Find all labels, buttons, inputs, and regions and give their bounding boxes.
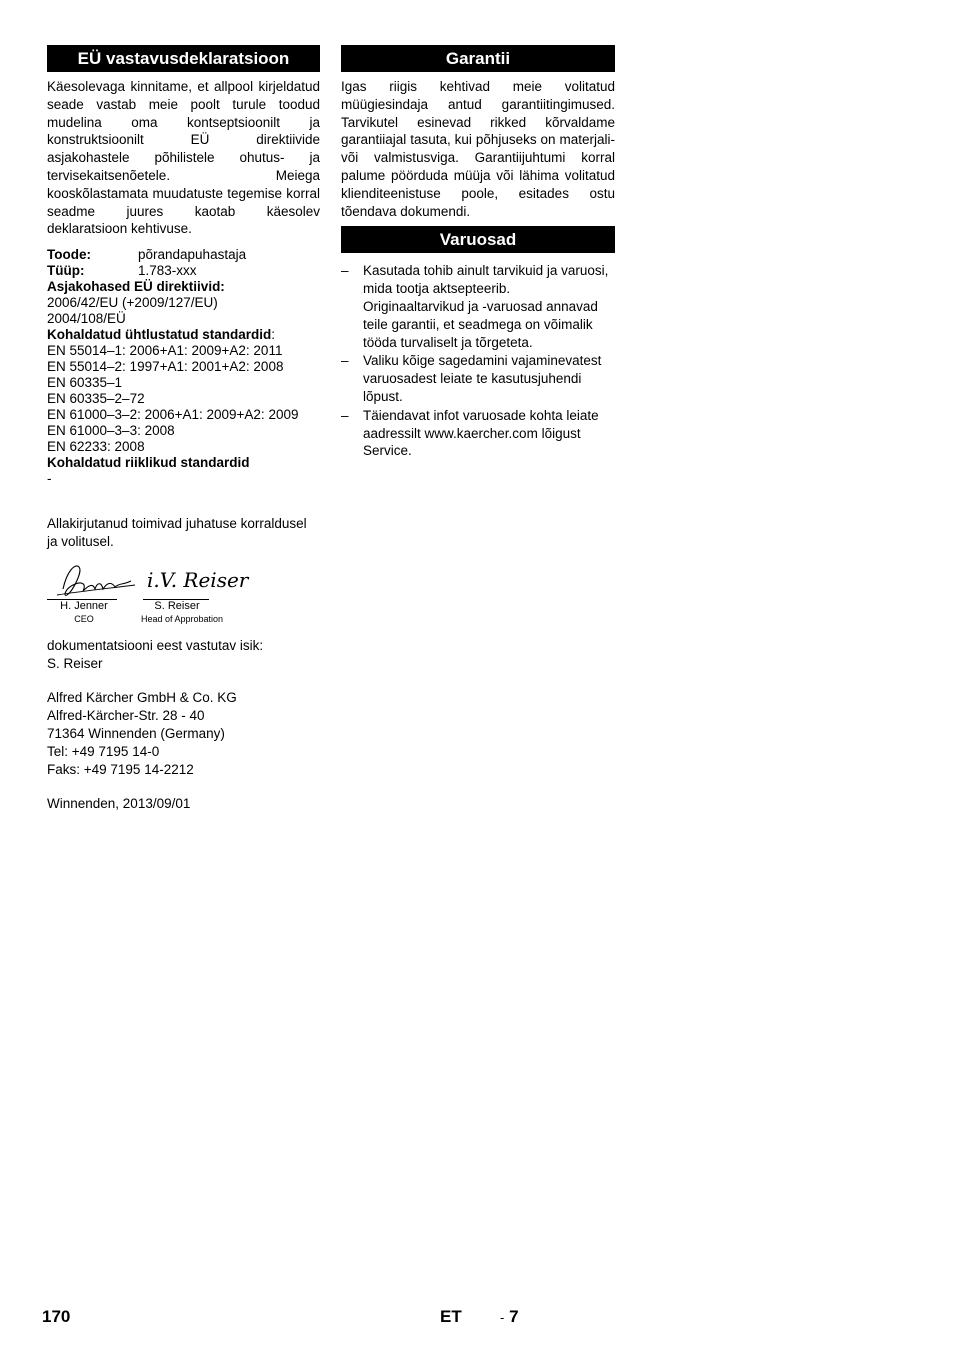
list-item: – Täiendavat infot varuosade kohta leiate aadressilt www.kaercher.com lõigust Service. [341, 407, 599, 459]
signature-jenner-icon [53, 561, 137, 601]
signer-jenner-name: H. Jenner [60, 599, 108, 612]
standard-item: EN 62233: 2008 [47, 439, 145, 455]
standard-item: EN 55014–1: 2006+A1: 2009+A2: 2011 [47, 343, 283, 359]
product-label: Toode: [47, 247, 91, 263]
signed-statement: Allakirjutanud toimivad juhatuse korraldusel ja volitusel. [47, 516, 307, 549]
doc-responsible-label: dokumentatsiooni eest vastutav isik: [47, 637, 264, 653]
standard-item: EN 61000–3–3: 2008 [47, 423, 175, 439]
address-line: Alfred Kärcher GmbH & Co. KG [47, 690, 237, 706]
declaration-heading: EÜ vastavusdeklaratsioon [47, 45, 320, 72]
list-item: – Valiku kõige sagedamini vajaminevatest varuosadest leiate te kasutusjuhendi lõpust. [341, 353, 602, 404]
product-row [47, 247, 320, 263]
signature-block [47, 561, 320, 623]
declaration-intro: Käesolevaga kinnitame, et allpool kirjeldatud seade vastab meie poolt turule toodud mudelina oma kontseptsioonilt ja konstruktsioonilt EÜ direktiivide asjakohastele põhilistele ohutus- ja tervisekaitsenõetele. Meiega kooskõlastamata muudatuste tegemise korral seadme juures kaotab käesolev deklaratsioon kehtivuse. [47, 79, 320, 237]
directives-label: Asjakohased EÜ direktiivid: [47, 279, 225, 295]
standards-heading [47, 327, 320, 343]
warranty-heading: Garantii [341, 45, 615, 72]
language-code: ET [440, 1307, 462, 1326]
address-line: 71364 Winnenden (Germany) [47, 725, 225, 741]
page-number: 170 [42, 1307, 71, 1326]
standards-colon: : [271, 327, 276, 343]
type-label: Tüüp: [47, 263, 85, 279]
dash-bullet: – [341, 263, 349, 279]
directive-item: 2004/108/EÜ [47, 311, 126, 327]
product-value: põrandapuhastaja [138, 247, 247, 263]
national-standards-label: Kohaldatud riiklikud standardid [47, 455, 250, 471]
address-line: Faks: +49 7195 14-2212 [47, 761, 194, 777]
address-line: Alfred-Kärcher-Str. 28 - 40 [47, 708, 205, 724]
warranty-text: Igas riigis kehtivad meie volitatud müügiesindaja antud garantiitingimused. Tarvikutel esinevad rikked kõrvaldame garantiiajal tasuta, kui põhjuseks on materjali- või valmistusviga. Garantiijuhtumi korral palume pöörduda müüja või lähima volitatud klienditeenistuse poole, esitades ostu tõendava dokumendi. [341, 79, 615, 219]
standard-item: EN 55014–2: 1997+A1: 2001+A2: 2008 [47, 359, 284, 375]
parts-list [341, 262, 615, 460]
type-value: 1.783-xxx [138, 263, 197, 279]
signer-reiser-title: Head of Approbation [140, 613, 224, 624]
parts-heading: Varuosad [341, 226, 615, 253]
signature-reiser-icon [145, 565, 249, 593]
place-date: Winnenden, 2013/09/01 [47, 796, 191, 812]
doc-responsible-name: S. Reiser [47, 655, 103, 671]
sub-page-number: - 7 [500, 1307, 519, 1326]
standards-label: Kohaldatud ühtlustatud standardid [47, 327, 272, 343]
signer-reiser-name: S. Reiser [154, 599, 200, 612]
list-item: – Kasutada tohib ainult tarvikuid ja varuosi, mida tootja aktsepteerib. Originaaltarvikud ja -varuosad annavad teile garantii, et seadmega on võimalik tööda turvaliselt ja tõrgeteta. [341, 263, 609, 350]
dash-bullet: – [341, 353, 349, 369]
directive-item: 2006/42/EU (+2009/127/EU) [47, 295, 218, 311]
signature-reiser-script: i.V. Reiser [147, 567, 249, 592]
standard-item: EN 60335–2–72 [47, 391, 145, 407]
national-standards-value: - [47, 471, 52, 487]
address-line: Tel: +49 7195 14-0 [47, 743, 160, 759]
type-row [47, 263, 320, 279]
declaration-column [47, 45, 320, 813]
warranty-parts-column [341, 45, 615, 461]
dash-bullet: – [341, 407, 349, 423]
standard-item: EN 61000–3–2: 2006+A1: 2009+A2: 2009 [47, 407, 299, 423]
signer-jenner-title: CEO [74, 613, 94, 624]
standard-item: EN 60335–1 [47, 375, 123, 391]
